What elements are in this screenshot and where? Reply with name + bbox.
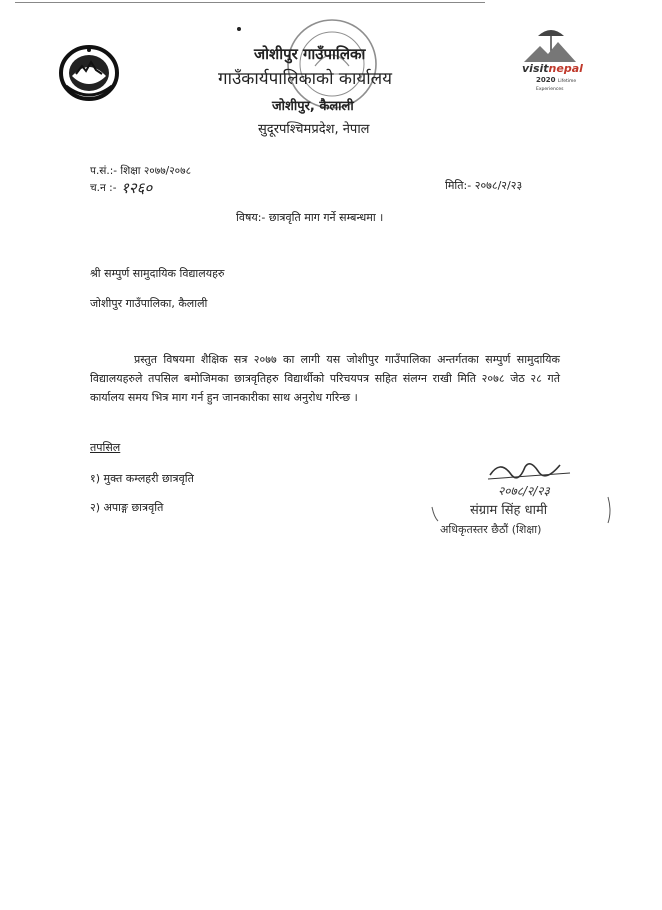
addressee-line-2: जोशीपुर गाउँपालिका, कैलाली xyxy=(90,297,208,310)
municipality-name: जोशीपुर गाउँपालिका xyxy=(254,45,366,63)
mountain-umbrella-icon xyxy=(518,22,584,64)
tapasil-item-1: १) मुक्त कम्लहरी छात्रवृति xyxy=(90,472,194,485)
tapasil-item-2: २) अपाङ्ग छात्रवृति xyxy=(90,501,164,514)
scan-edge-line xyxy=(15,2,485,3)
visit-nepal-logo xyxy=(518,22,584,94)
signature-date: २०७८/२/२३ xyxy=(498,484,550,498)
nepal-emblem-icon xyxy=(58,44,120,102)
addressee-line-1: श्री सम्पुर्ण सामुदायिक विद्यालयहरु xyxy=(90,267,225,280)
letter-subject: विषय:- छात्रवृति माग गर्ने सम्बन्धमा । xyxy=(236,211,384,224)
visit-logo-year: 2020 xyxy=(536,76,556,84)
letter-date: मिति:- २०७८/२/२३ xyxy=(445,179,523,192)
dispatch-label: च.न :- xyxy=(90,182,117,194)
signatory-name: संग्राम सिंह धामी xyxy=(470,503,548,518)
letter-body: प्रस्तुत विषयमा शैक्षिक सत्र २०७७ का लागी यस जोशीपुर गाउँपालिका अन्तर्गतका सम्पुर्ण सामुदायिक विद्यालयहरुले तपसिल बमोजिमका छात्रवृतिहरु विद्यार्थीको परिचयपत्र सहित संलग्न राखी मिति २०७८ जेठ २८ गते कार्यालय समय भित्र माग गर्न हुन जानकारीका साथ अनुरोध गरिन्छ । xyxy=(90,353,560,404)
dispatch-number-handwritten: १२६० xyxy=(121,179,153,197)
office-province: सुदूरपश्चिमप्रदेश, नेपाल xyxy=(258,122,370,137)
tapasil-heading: तपसिल xyxy=(90,441,121,454)
office-location: जोशीपुर, कैलाली xyxy=(272,99,354,114)
visit-logo-word: visit xyxy=(522,62,549,75)
ink-dot xyxy=(237,27,241,31)
signatory-title: अधिकृतस्तर छैठौं (शिक्षा) xyxy=(440,523,542,536)
visit-logo-tagline: Lifetime Experiences xyxy=(536,79,577,92)
visit-logo-brand: nepal xyxy=(548,62,583,75)
reference-number: प.सं.:- शिक्षा २०७७/२०७८ xyxy=(90,165,192,177)
office-name: गाउँकार्यपालिकाको कार्यालय xyxy=(218,69,393,89)
